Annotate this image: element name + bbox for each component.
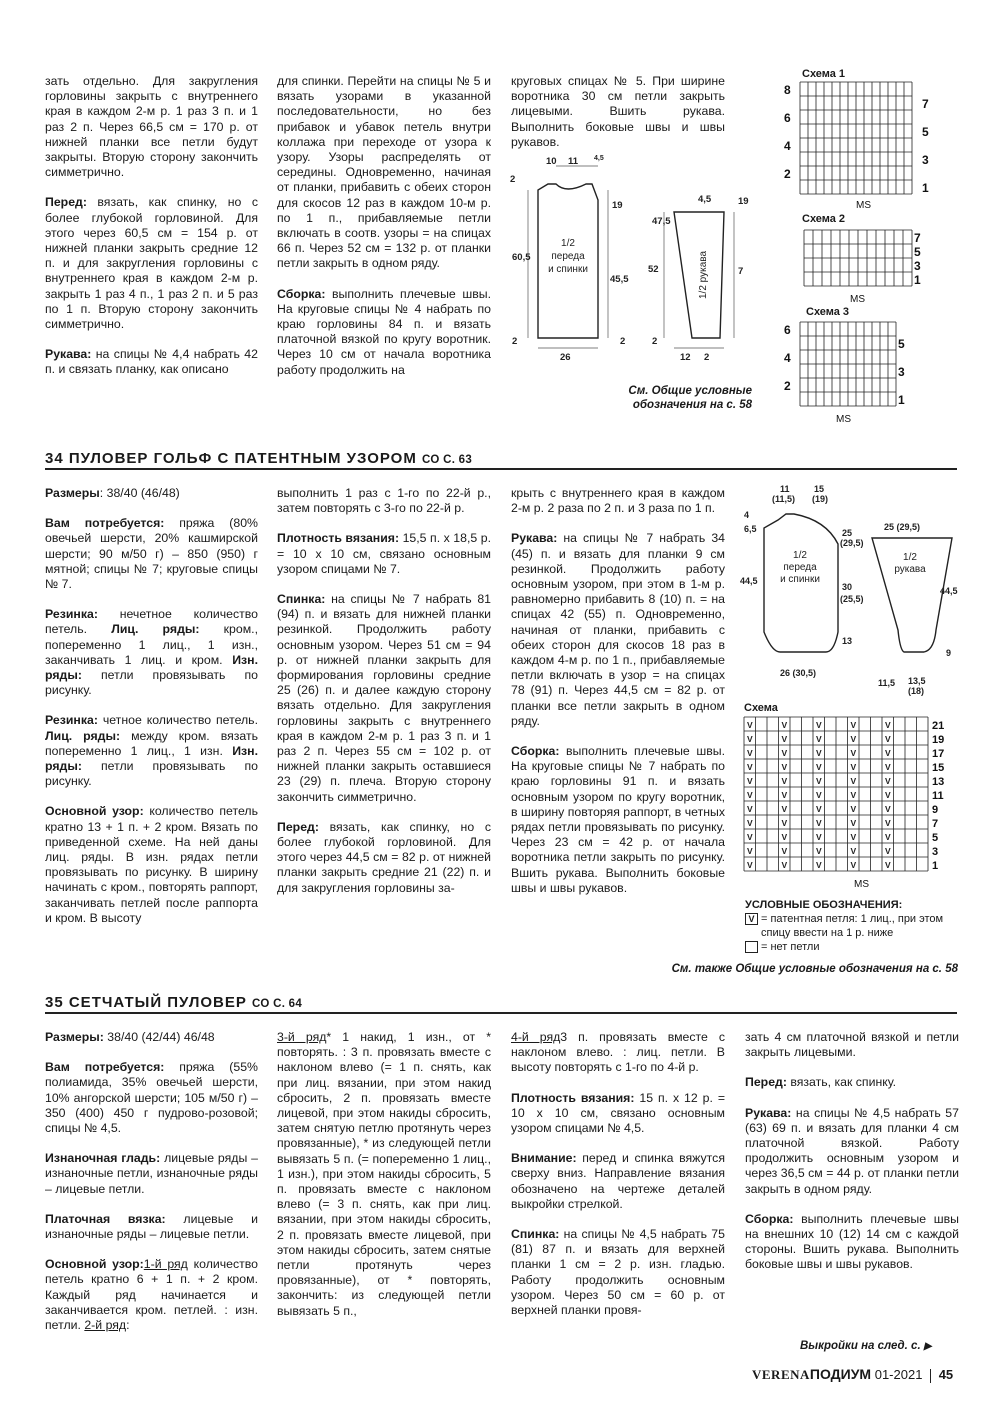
s34-row-number: 5: [932, 832, 939, 844]
s3-row-1: 1: [898, 393, 905, 407]
top-body-label-2: переда: [551, 251, 585, 262]
next-page-note: [800, 1340, 932, 1352]
paragraph: [45, 74, 258, 180]
s34-dim-12: 13: [842, 636, 853, 646]
s34-row-number: 7: [932, 818, 939, 830]
para-text: на спицы № 7 набрать 81 (94) п. и вязать для нижней планки резинкой. Продолжить работу основным узором. Через 51 см = 94 р. от нижней планки закрыть для формирования горловины средние 25 (26) п. и далее каждую сторону вязать отдельно. Для закругления горловины закрыть с внутреннего края в каждом 2-м р. 1 раз 3 п. и 1 раз 2 п. Через 55 см = 102 р. от нижней планки закрыть оставшиеся 23 (29) п. плеча. Вторую сторону закончить симметрично.: [277, 592, 491, 804]
para-label: Изн. ряды:: [45, 743, 258, 774]
section-34-title: [45, 450, 472, 469]
para-text: лицевые ряды – изнаночные петли, изнаночные ряды – лицевые петли.: [45, 1151, 258, 1196]
patent-stitch-mark: V: [747, 818, 753, 828]
patent-stitch-mark: V: [850, 846, 857, 856]
section-34-heading: 34 ПУЛОВЕР ГОЛЬФ С ПАТЕНТНЫМ УЗОРОМ: [45, 450, 417, 467]
s34-row-number: 21: [932, 720, 945, 732]
top-dim-i: 2: [512, 336, 518, 347]
para-label: Рукава:: [511, 531, 558, 546]
para-text: лицевые и изнаночные ряды – лицевые петли.: [45, 1211, 259, 1242]
top-dim-f: 60,5: [512, 252, 531, 263]
top-dim-g: 45,5: [610, 274, 629, 285]
scheme-2-chart: [780, 226, 950, 306]
s2-row-5: 5: [914, 245, 921, 259]
section-34-rule: [45, 468, 957, 470]
para-text: на спицы № 7 набрать 34 (45) п. и вязать для планки 9 см резинкой. Продолжить работу основным узором, при этом в 1-м р. равномерно прибавить 8 (10) п. = на спицах 42 (55) п. Одновременно, начиная от планки, прибавить с обеих сторон для скосов 18 раз в каждом 4-м р. по 1 п., прибавляемые петли включать в узор = на спицах 78 (91) п. Через 44,5 см = 82 р. от планки все петли закрыть в одном ряду.: [511, 531, 725, 728]
s1-ms: MS: [856, 200, 871, 211]
paragraph: [45, 1030, 258, 1045]
patent-stitch-mark: V: [816, 734, 822, 744]
para-text: пряжа (80% овечьей шерсти, 20% кашмирской шерсти; 90 м/50 г) – 850 (950) г мятной; спицы № 7; круговые спицы № 7.: [45, 516, 258, 592]
para-text: вязать, как спинку.: [786, 1075, 897, 1090]
s34-row-number: 13: [932, 776, 945, 788]
patent-stitch-mark: V: [816, 762, 822, 772]
paragraph: [745, 1075, 959, 1090]
top-dim-d: 2: [510, 174, 516, 185]
s1-row-4: 4: [784, 139, 791, 153]
para-text: нечетное количество петель.: [45, 607, 258, 637]
para-label: Перед:: [745, 1075, 787, 1090]
s34-row-number: 11: [932, 790, 944, 802]
s34-note: См. также Общие условные обозначения на с. 58: [671, 963, 958, 975]
arrow-right-icon: ▶: [923, 1341, 932, 1352]
patent-stitch-mark: V: [850, 804, 857, 814]
para-label: Вам потребуется:: [45, 516, 165, 531]
paragraph: [511, 1151, 725, 1212]
para-text: : изн. петли.: [45, 1302, 258, 1333]
paragraph: [511, 1030, 725, 1076]
patent-stitch-mark: V: [816, 720, 822, 730]
patent-stitch-mark: V: [850, 832, 857, 842]
paragraph: [45, 713, 258, 789]
top-pattern-drawing: [508, 150, 760, 370]
para-label: Перед:: [277, 819, 319, 834]
top-dim-c: 4,5: [594, 155, 604, 162]
paragraph: [277, 486, 491, 516]
s34-row-number: 3: [932, 846, 939, 858]
scheme-1-title: Схема 1: [802, 68, 846, 80]
para-label: Изнаночная гладь:: [45, 1151, 161, 1166]
s3-ms: MS: [836, 414, 851, 425]
patent-stitch-mark: V: [885, 720, 891, 730]
patent-stitch-mark: V: [781, 776, 788, 786]
patent-stitch-mark: V: [816, 846, 822, 856]
paragraph: [511, 486, 725, 516]
para-label: Плотность вязания:: [511, 1090, 635, 1105]
para-text: вязать, как спинку, но с более глубокой горловиной. Для этого через 44,5 см = 82 р. от нижней планки закрыть средние 21 (22) п. и для закругления горловины за-: [277, 819, 491, 895]
brand-verena: VERENA: [752, 1367, 810, 1382]
patent-stitch-mark: V: [747, 776, 753, 786]
patent-stitch-mark: V: [816, 748, 822, 758]
patent-stitch-mark: V: [885, 776, 891, 786]
para-label: Рукава:: [45, 347, 92, 362]
s34-dim-13: 26 (30,5): [780, 668, 817, 678]
top-col-1: [45, 74, 258, 378]
patent-stitch-mark: V: [781, 790, 788, 800]
page-footer: [752, 1366, 953, 1383]
s34-dim-18: 13,5: [908, 676, 926, 686]
patent-stitch-mark: V: [850, 790, 857, 800]
para-text: кром., попеременно 1 лиц., 1 изн., заканчивать 1 лиц. и кром.: [45, 622, 259, 667]
paragraph: [511, 1091, 725, 1137]
no-stitch-icon: [745, 941, 758, 953]
s34-col-1: [45, 486, 258, 926]
s34-dim-17: 11,5: [878, 678, 896, 688]
patent-stitch-mark: V: [885, 804, 891, 814]
para-text: зать отдельно. Для закругления горловины закрыть с внутреннего края в каждом 2-м р. 1 раз 3 п. и 1 раз 2 п. Через 66,5 см = 170 р. от нижней планки все петли будут закрыты. Вторую сторону закончить симметрично.: [45, 74, 258, 180]
paragraph: [277, 74, 491, 272]
s34-dim-7: 25: [842, 528, 853, 538]
para-label: Спинка:: [511, 1227, 560, 1242]
paragraph: [277, 592, 491, 805]
s34-pattern-drawing: [738, 480, 960, 702]
paragraph: [45, 1257, 258, 1333]
top-dim-h: 26: [560, 352, 571, 363]
s34-dim-2: (11,5): [772, 494, 796, 504]
para-text: : лиц. петли. В высоту повторять с 1-го по 4-й р.: [511, 1045, 725, 1075]
paragraph: [511, 1227, 725, 1318]
patent-stitch-mark: V: [747, 846, 753, 856]
para-label: Вам потребуется:: [45, 1060, 165, 1075]
para-label: Резинка:: [45, 713, 98, 728]
patent-stitch-mark: V: [885, 762, 891, 772]
paragraph: [511, 744, 725, 896]
section-35-ref: СО С. 64: [252, 998, 303, 1010]
s34-dim-16: 9: [946, 648, 952, 658]
top-col-2: [277, 74, 491, 378]
paragraph: [745, 1030, 959, 1060]
paragraph: [511, 531, 725, 729]
top-body-label-3: и спинки: [548, 264, 588, 275]
para-label: Основной узор:: [45, 804, 144, 819]
s34-col-3: [511, 486, 725, 896]
paragraph: [45, 1151, 258, 1197]
para-text: : 38/40 (46/48): [99, 486, 180, 500]
para-text: : 3 п. провязать вместе с наклоном влево (= 1 п. снять, как при лиц. вязании, при этом накид сбросить, 2 п. провязать вместе лицевой, при этом накиды сбросить, затем снятую петлю протянуть через провязанные), * из следующей петли вывязать 5 п. (= попеременно 1 лиц., 1 изн.), при этом накиды сбросить, 5 п. провязать вместе с наклоном влево (= 3 п. снять, как при лиц. вязании, при этом накиды сбросить, 2 п. провязать вместе лицевой, при этом накиды сбросить, затем снятые петли протянуть через провязанные), от * повторять, закончить: из следующей петли вывязать 5 п.,: [277, 1045, 491, 1318]
s34-body-label-1: 1/2: [793, 550, 807, 561]
s1-row-3: 3: [922, 153, 929, 167]
patent-stitch-mark: V: [885, 790, 891, 800]
section-35-title: [45, 994, 302, 1013]
s35-col-3: [511, 1030, 725, 1318]
s3-row-4: 4: [784, 351, 791, 365]
s34-legend: [745, 898, 960, 954]
next-page-text: Выкройки на след. с.: [800, 1340, 921, 1352]
s34-dim-3: 15: [814, 484, 825, 494]
s1-row-2: 2: [784, 167, 791, 181]
para-text: 38/40 (42/44) 46/48: [103, 1030, 215, 1044]
s34-dim-8: (29,5): [840, 538, 864, 548]
patent-stitch-mark: V: [781, 846, 788, 856]
scheme-3-title: Схема 3: [806, 306, 850, 318]
s34-scheme-chart: [742, 715, 962, 893]
patent-stitch-mark: V: [816, 776, 822, 786]
top-dim-a: 10: [546, 156, 557, 167]
s3-row-6: 6: [784, 323, 791, 337]
para-text: круговых спицах № 5. При ширине воротника 30 см петли закрыть лицевыми. Вшить рукава. Выполнить боковые швы и швы рукавов.: [511, 74, 725, 149]
para-label: Платочная вязка:: [45, 1211, 166, 1226]
patent-stitch-mark: V: [816, 860, 822, 870]
para-label: Резинка:: [45, 607, 98, 622]
s1-row-8: 8: [784, 83, 791, 97]
patent-stitch-mark: V: [850, 748, 857, 758]
s35-col-2: [277, 1030, 491, 1319]
s34-ms: MS: [854, 879, 869, 890]
para-label: Перед:: [45, 195, 87, 210]
patent-stitch-mark: V: [747, 804, 753, 814]
paragraph: [45, 516, 258, 592]
top-dim-e: 19: [612, 200, 623, 211]
patent-stitch-mark: V: [747, 720, 753, 730]
scheme-3-chart: [780, 318, 950, 426]
top-body-label-1: 1/2: [561, 238, 575, 249]
para-text: выполнить плечевые швы. На круговые спицы № 7 набрать по краю горловины 91 п. и вязать основным узором по кругу воротник, в ширину повторяя раппорт, в четных рядах петли провязывать по рисунку. Через 23 см = 42 р. от начала воротника петли закрыть по рисунку. Вшить рукава. Выполнить боковые швы и швы рукавов.: [511, 744, 725, 895]
s34-row-number: 1: [932, 860, 939, 872]
s34-legend-text-2: = нет петли: [761, 941, 820, 953]
para-text: зать 4 см платочной вязкой и петли закрыть лицевыми.: [745, 1030, 959, 1060]
top-dim-l: 4,5: [698, 194, 712, 205]
para-label: Лиц. ряды:: [111, 622, 200, 637]
para-text: на спицы № 4,5 набрать 75 (81) 87 п. и вязать для верхней планки 1 см = 2 р. изн. гладью. Работу продолжить основным узором. Через 50 см = 60 р. от верхней планки провя-: [511, 1227, 725, 1318]
s34-body-label-3: и спинки: [780, 574, 820, 585]
patent-stitch-mark: V: [885, 832, 891, 842]
s2-row-7: 7: [914, 231, 921, 245]
section-34-ref: СО С. 63: [422, 454, 473, 466]
s1-row-6: 6: [784, 111, 791, 125]
para-text: между кром. вязать попеременно 1 лиц., 1 изн.: [45, 728, 258, 758]
s34-dim-11: (25,5): [840, 594, 864, 604]
s2-row-3: 3: [914, 259, 921, 273]
patent-stitch-mark: V: [747, 748, 753, 758]
para-text: выполнить 1 раз с 1-го по 22-й р., затем повторять с 3-го по 22-й р.: [277, 486, 491, 516]
para-label: Сборка:: [511, 744, 560, 759]
s34-row-number: 9: [932, 804, 939, 816]
issue-number: 01-2021: [874, 1367, 923, 1382]
s34-col-2: [277, 486, 491, 896]
s1-row-1: 1: [922, 181, 929, 195]
scheme-2-title: Схема 2: [802, 213, 846, 225]
patent-stitch-mark: V: [747, 832, 753, 842]
paragraph: [45, 195, 258, 332]
para-label: Внимание:: [511, 1151, 577, 1166]
patent-stitch-mark: V: [816, 818, 822, 828]
paragraph: [745, 1106, 959, 1197]
patent-stitch-mark: V: [781, 818, 788, 828]
paragraph: [45, 1060, 258, 1136]
para-text: пряжа (55% полиамида, 35% овечьей шерсти, 10% ангорской шерсти; 105 м/50 г) – 350 (400) 450 г пудрово-розовой; спицы № 4,5.: [45, 1060, 258, 1136]
s34-legend-item-2: [745, 940, 960, 954]
patent-stitch-mark: V: [781, 734, 788, 744]
paragraph: [745, 1212, 959, 1273]
paragraph: [277, 287, 491, 378]
s34-dim-5: 4: [744, 510, 750, 520]
s35-col-1: [45, 1030, 258, 1333]
s35-col-4: [745, 1030, 959, 1273]
patent-stitch-mark: V: [850, 720, 857, 730]
patent-stitch-mark: V: [885, 860, 891, 870]
patent-stitch-mark: V: [850, 762, 857, 772]
para-text: петли провязывать по рисунку.: [45, 668, 258, 698]
patent-stitch-mark: V: [781, 748, 788, 758]
top-dim-k: 19: [738, 196, 749, 207]
s34-dim-1: 11: [780, 484, 790, 494]
s3-row-2: 2: [784, 379, 791, 393]
page-number: 45: [938, 1367, 954, 1382]
para-label: Сборка:: [277, 286, 326, 301]
para-label: Основной узор:: [45, 1257, 144, 1272]
paragraph: [45, 1212, 258, 1242]
para-label: Спинка:: [277, 592, 326, 607]
para-text: :: [126, 1318, 130, 1333]
paragraph: [45, 347, 258, 377]
section-35-heading: 35 СЕТЧАТЫЙ ПУЛОВЕР: [45, 994, 247, 1011]
patent-stitch-mark: V: [747, 734, 753, 744]
patent-stitch-mark: V: [885, 818, 891, 828]
row-label: 2-й ряд: [84, 1318, 127, 1333]
para-text: 15,5 п. х 18,5 р. = 10 х 10 см, связано основным узором спицами № 7.: [277, 531, 491, 576]
s34-legend-title: УСЛОВНЫЕ ОБОЗНАЧЕНИЯ:: [745, 899, 903, 911]
para-text: выполнить плечевые швы. На круговые спицы № 4 набрать по краю горловины 84 п. и вязать платочной вязкой по кругу воротник. Через 10 см от начала воротника работу продолжить на: [277, 286, 491, 377]
s34-sleeve-label-2: рукава: [894, 564, 926, 575]
top-dim-m: 47,5: [652, 216, 671, 227]
top-note: См. Общие условные обозначения на с. 58: [628, 385, 752, 411]
patent-stitch-mark: V: [885, 734, 891, 744]
patent-stitch-mark: V: [850, 734, 857, 744]
patent-stitch-mark: V: [747, 860, 753, 870]
s34-dim-4: (19): [812, 494, 829, 504]
brand-podium: ПОДИУМ: [809, 1366, 872, 1382]
scheme-1-chart: [780, 80, 950, 212]
para-text: перед и спинка вяжутся сверху вниз. Направление вязания обозначено на чертеже деталей выкройки стрелкой.: [511, 1151, 725, 1211]
paragraph: [45, 804, 258, 926]
patent-stitch-mark: V: [781, 720, 788, 730]
para-text: петли провязывать по рисунку.: [45, 759, 258, 789]
top-dim-b: 11: [568, 156, 579, 167]
para-text: для спинки. Перейти на спицы № 5 и вязать узорами в указанной последовательности, но без прибавок и убавок петель внутри коллажа при переходе от узора к узору. Узоры распределять от середины. Одновременно, начиная от планки, прибавить с обеих сторон для скосов 12 раз в каждом 10-м р. по 1 п., прибавляемые петли включать в соотв. узоры = на спицах 66 п. Через 52 см = 132 р. от планки петли закрыть в одном ряду.: [277, 74, 491, 271]
section-35-rule: [45, 1012, 957, 1014]
para-text: выполнить плечевые швы на внешних 10 (12) 14 см с каждой стороны. Вшить рукава. Выполнить боковые швы и швы рукавов.: [745, 1211, 959, 1272]
para-text: вязать, как спинку, но с более глубокой горловиной. Для этого через 60,5 см = 154 р. от нижней планки закрыть средние 12 п. и для закругления горловины с внутреннего края в каждом 2-м р. закрыть 1 раз 4 п., 1 раз 2 п. и 5 раз по 1 п. Вторую сторону закончить симметрично.: [45, 195, 258, 332]
para-text: количество петель кратно 13 + 1 п. + 2 кром. Вязать по приведенной схеме. На ней даны лиц. ряды. В изн. рядах петли провязывать по рисунку. В ширину начинать с кром., повторять раппорт, заканчивать петлей после раппорта и кром. В высоту: [45, 804, 258, 925]
para-text: на спицы № 4,4 набрать 42 п. и связать планку, как описано: [45, 347, 258, 377]
s1-row-5: 5: [922, 125, 929, 139]
paragraph: [511, 74, 725, 150]
patent-stitch-mark: V: [850, 818, 857, 828]
paragraph: [45, 607, 258, 698]
para-label: Размеры:: [45, 1030, 104, 1044]
s34-dim-15: 44,5: [940, 586, 958, 596]
s34-scheme-title: Схема: [744, 702, 778, 714]
para-text: крыть с внутреннего края в каждом 2-м р. 2 раза по 2 п. и 3 раза по 1 п.: [511, 486, 725, 516]
patent-stitch-mark: V: [816, 832, 822, 842]
top-dim-r: 2: [652, 336, 658, 347]
top-dim-o: 7: [738, 266, 744, 277]
para-label: Размеры: [45, 486, 100, 500]
patent-stitch-mark: V: [816, 804, 822, 814]
s3-row-5: 5: [898, 337, 905, 351]
top-sleeve-label: 1/2 рукава: [698, 250, 709, 300]
row-label: 4-й ряд: [511, 1030, 561, 1044]
s34-legend-item-1: [745, 912, 960, 940]
s34-dim-10: 30: [842, 582, 853, 592]
para-text: на спицы № 4,5 набрать 57 (63) 69 п. и вязать для планки 4 см платочной вязкой. Работу продолжить основным узором и через 36,5 см = 44 р. от планки петли закрыть в одном ряду.: [745, 1105, 959, 1196]
top-dim-p: 12: [680, 352, 691, 363]
para-text: 3 п. провязать вместе с наклоном влево.: [511, 1030, 725, 1060]
s34-dim-9: 44,5: [740, 576, 758, 586]
patent-stitch-mark: V: [885, 748, 891, 758]
para-text: * 1 накид, 1 изн., от * повторять.: [277, 1030, 491, 1060]
para-label: Лиц. ряды:: [45, 728, 121, 743]
s34-legend-text-1: = патентная петля: 1 лиц., при этом спицу ввести на 1 р. ниже: [761, 913, 944, 939]
s34-row-number: 17: [932, 748, 945, 760]
patent-stitch-icon: V: [745, 913, 758, 925]
patent-stitch-mark: V: [781, 762, 788, 772]
patent-stitch-mark: V: [885, 846, 891, 856]
s34-row-number: 15: [932, 762, 945, 774]
s34-dim-19: (18): [908, 686, 925, 696]
para-label: Плотность вязания:: [277, 531, 400, 546]
para-text: четное количество петель.: [97, 713, 258, 728]
para-label: Рукава:: [745, 1105, 792, 1120]
paragraph: [45, 486, 258, 501]
s3-row-3: 3: [898, 365, 905, 379]
patent-stitch-mark: V: [850, 860, 857, 870]
s2-row-1: 1: [914, 273, 921, 287]
s34-dim-14: 25 (29,5): [884, 522, 921, 532]
paragraph: [277, 1030, 491, 1319]
patent-stitch-mark: V: [816, 790, 822, 800]
patent-stitch-mark: V: [850, 776, 857, 786]
patent-stitch-mark: V: [781, 860, 788, 870]
row-label: 3-й ряд: [277, 1030, 327, 1044]
s2-ms: MS: [850, 294, 865, 305]
s34-sleeve-label-1: 1/2: [903, 552, 917, 563]
top-dim-q: 2: [704, 352, 710, 363]
para-text: количество петель кратно 6 + 1 п. + 2 кром. Каждый ряд начинается и заканчивается кром. петлей.: [45, 1257, 258, 1317]
s1-row-7: 7: [922, 97, 929, 111]
patent-stitch-mark: V: [781, 832, 788, 842]
top-dim-j: 2: [620, 336, 626, 347]
s34-dim-6: 6,5: [744, 524, 757, 534]
row-label: 1-й ряд: [143, 1257, 188, 1272]
para-text: 15 п. х 12 р. = 10 х 10 см, связано основным узором спицами № 4,5.: [511, 1090, 725, 1136]
patent-stitch-mark: V: [747, 790, 753, 800]
s34-body-label-2: переда: [783, 562, 817, 573]
footer-divider: [930, 1369, 931, 1383]
top-dim-n: 52: [648, 264, 659, 275]
paragraph: [277, 820, 491, 896]
para-label: Сборка:: [745, 1211, 794, 1226]
patent-stitch-mark: V: [781, 804, 788, 814]
patent-stitch-mark: V: [747, 762, 753, 772]
top-col-3: [511, 74, 725, 150]
para-label: Изн. ряды:: [45, 652, 258, 683]
paragraph: [277, 531, 491, 577]
s34-row-number: 19: [932, 734, 945, 746]
